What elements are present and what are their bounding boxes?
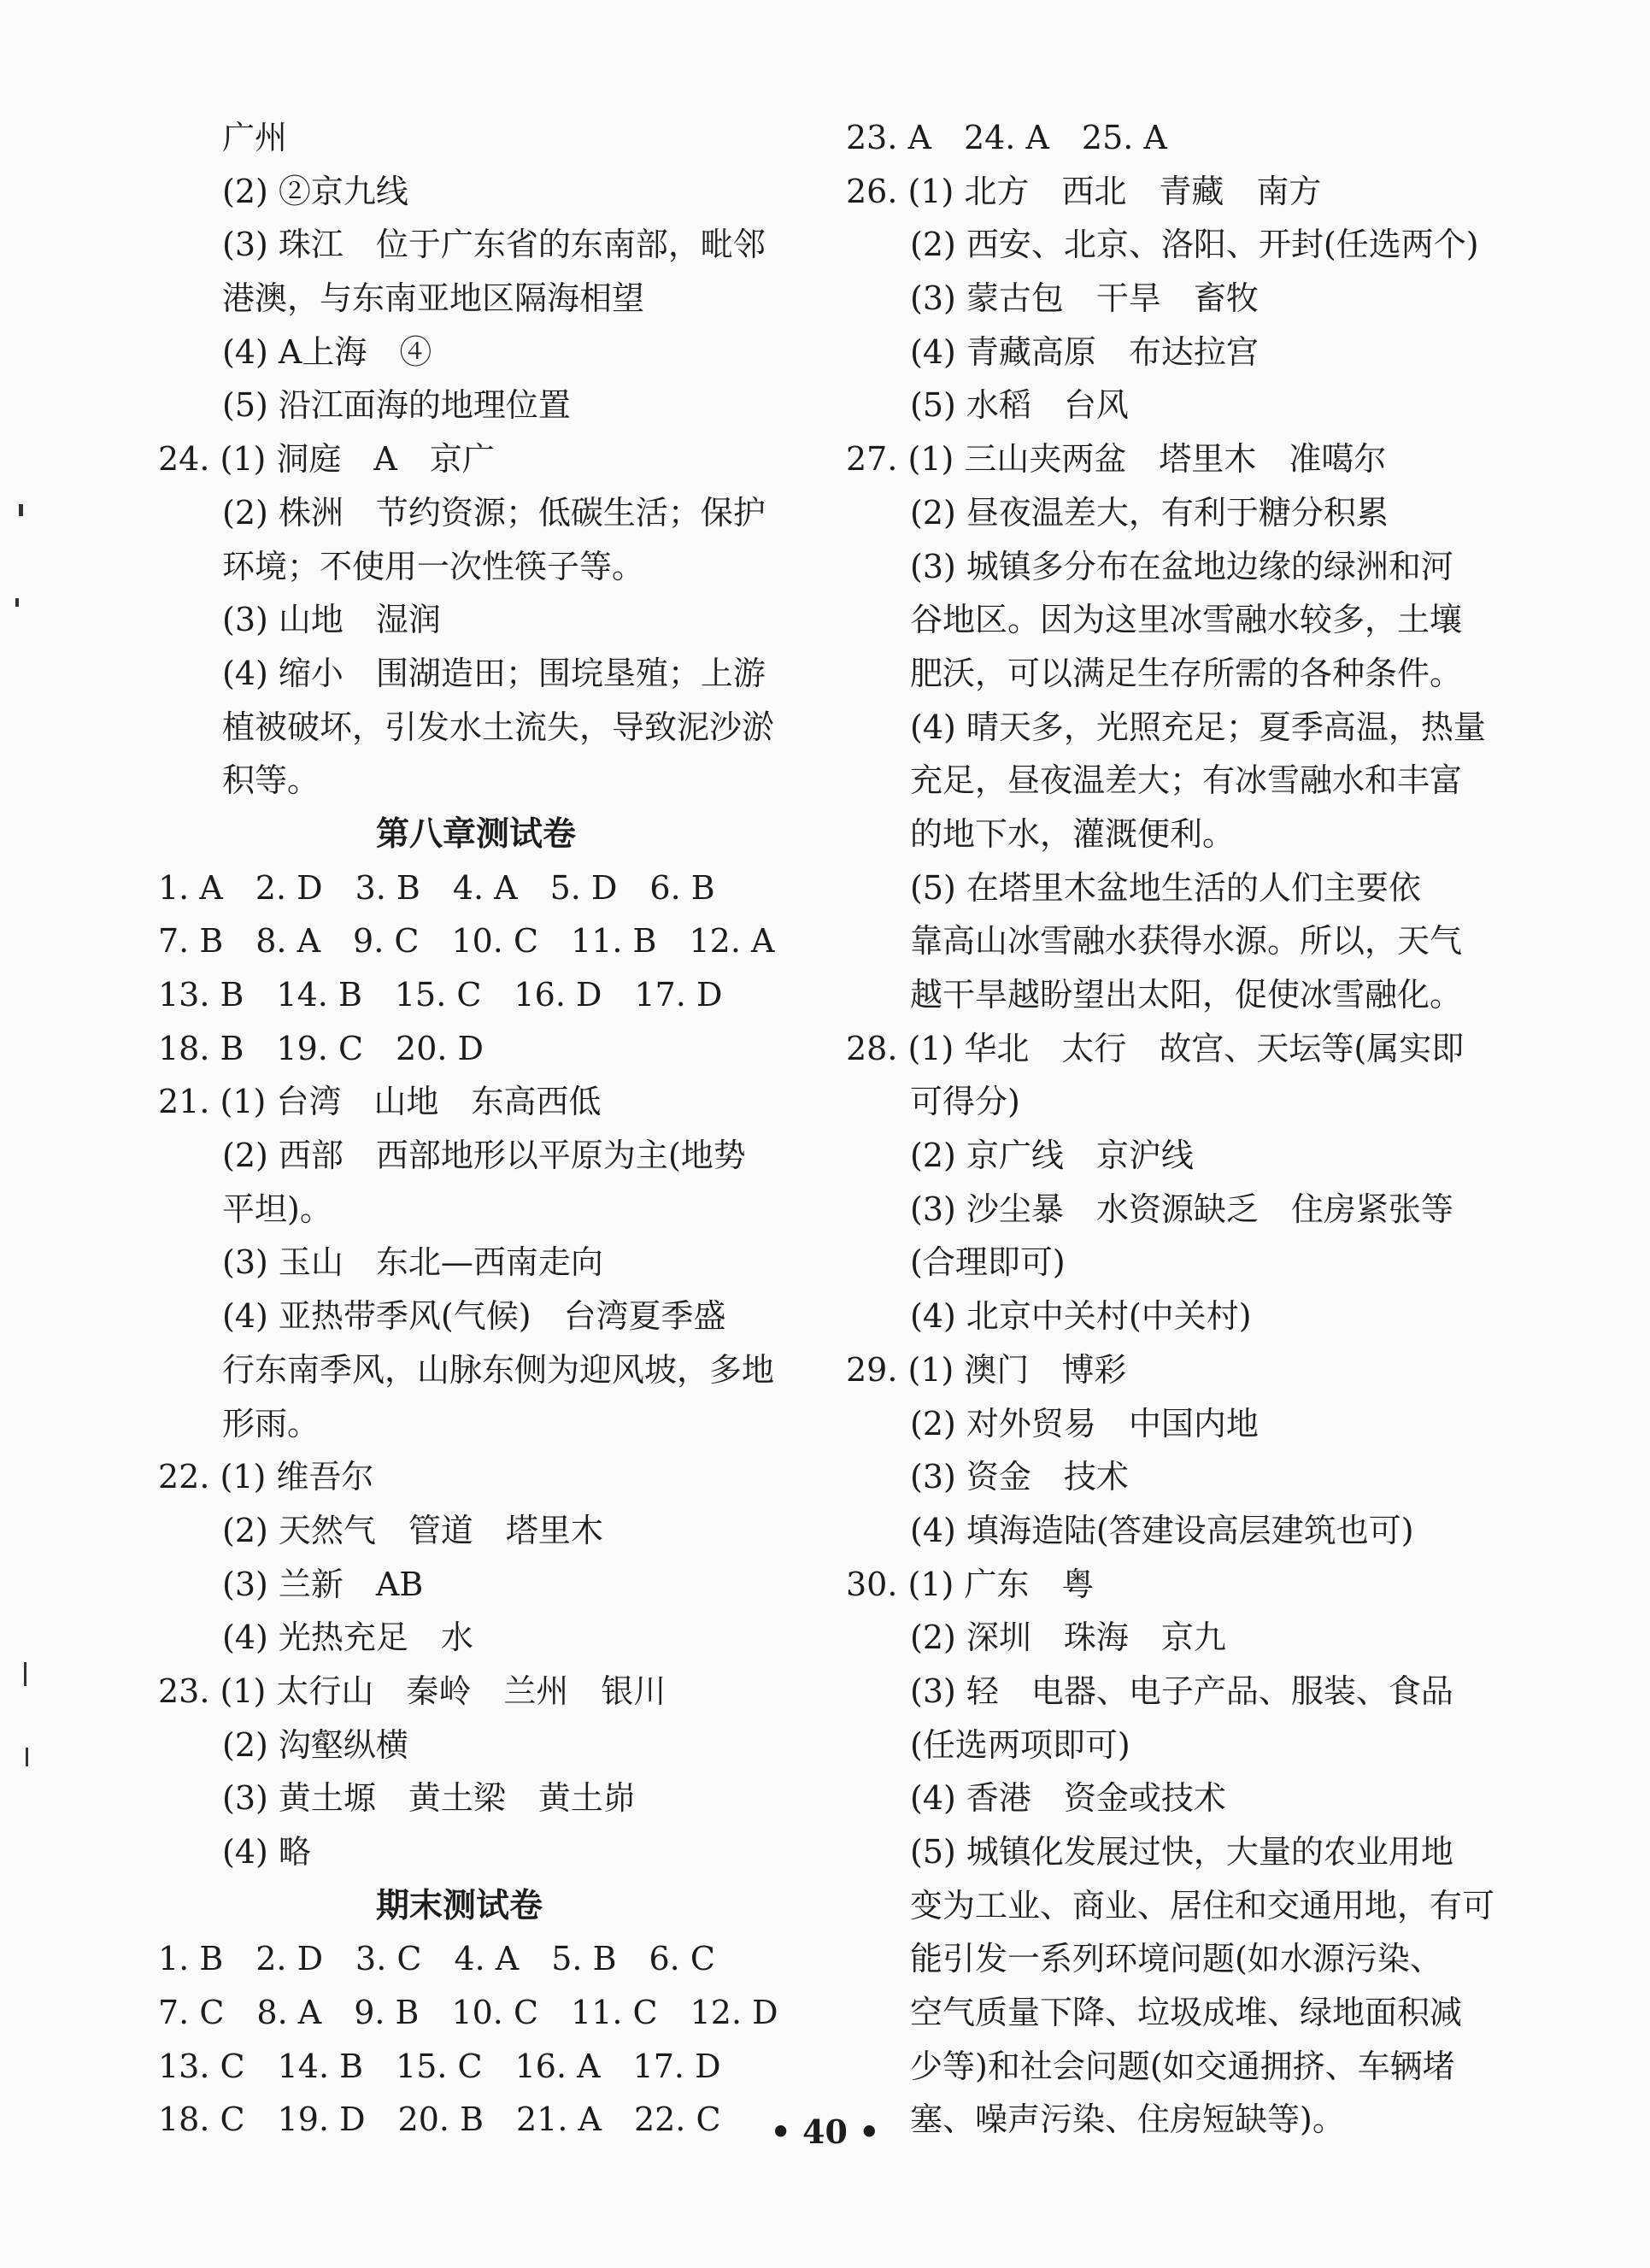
text-line: (4) 青藏高原 布达拉宫 — [910, 332, 1259, 371]
text-line: 23. A 24. A 25. A — [846, 119, 1167, 156]
text-line: (4) 晴天多，光照充足；夏季高温，热量 — [910, 708, 1486, 746]
text-line: 26. (1) 北方 西北 青藏 南方 — [846, 172, 1322, 210]
text-line: 越干旱越盼望出太阳，促使冰雪融化。 — [910, 976, 1463, 1014]
text-line: 靠高山冰雪融水获得水源。所以，天气 — [910, 922, 1463, 961]
text-line: (3) 兰新 AB — [222, 1565, 424, 1603]
scan-mark — [15, 598, 19, 607]
text-line: 植被破坏，引发水土流失，导致泥沙淤 — [222, 708, 775, 746]
text-line: (3) 玉山 东北—西南走向 — [222, 1243, 603, 1282]
scan-mark — [24, 1662, 26, 1686]
right-column — [846, 111, 1495, 2147]
text-line: 变为工业、商业、居住和交通用地，有可 — [910, 1886, 1495, 1924]
text-line: (任选两项即可) — [910, 1725, 1130, 1764]
text-line: 港澳，与东南亚地区隔海相望 — [222, 279, 645, 318]
text-line: (2) 对外贸易 中国内地 — [910, 1404, 1259, 1442]
text-line: (3) 山地 湿润 — [222, 601, 441, 639]
text-line: (2) 沟壑纵横 — [222, 1725, 408, 1764]
section-heading: 期末测试卷 — [376, 1885, 543, 1925]
text-line: (3) 资金 技术 — [910, 1458, 1129, 1496]
text-line: (4) 光热充足 水 — [222, 1619, 473, 1657]
text-line: (3) 珠江 位于广东省的东南部，毗邻 — [222, 226, 766, 264]
text-line: (5) 水稻 台风 — [910, 386, 1129, 425]
text-line: (5) 城镇化发展过快，大量的农业用地 — [910, 1833, 1453, 1871]
text-line: 形雨。 — [222, 1404, 320, 1442]
text-line: 1. A 2. D 3. B 4. A 5. D 6. B — [158, 868, 715, 907]
text-line: (4) 缩小 围湖造田；围垸垦殖；上游 — [222, 654, 766, 692]
text-line: (2) 天然气 管道 塔里木 — [222, 1511, 603, 1549]
text-line: 少等)和社会问题(如交通拥挤、车辆堵 — [910, 2047, 1455, 2085]
text-line: (4) A上海 ④ — [222, 332, 432, 371]
text-line: (5) 沿江面海的地理位置 — [222, 386, 571, 425]
text-line: (合理即可) — [910, 1243, 1066, 1282]
text-line: (4) 略 — [222, 1833, 311, 1871]
text-line: 27. (1) 三山夹两盆 塔里木 准噶尔 — [846, 440, 1387, 479]
text-line: 行东南季风，山脉东侧为迎风坡，多地 — [222, 1350, 775, 1389]
text-line: 22. (1) 维吾尔 — [158, 1458, 374, 1496]
text-line: 1. B 2. D 3. C 4. A 5. B 6. C — [158, 1940, 715, 1978]
text-line: 肥沃，可以满足生存所需的各种条件。 — [910, 654, 1463, 692]
text-line: 环境；不使用一次性筷子等。 — [222, 547, 645, 585]
text-line: 积等。 — [222, 761, 320, 800]
text-line: 24. (1) 洞庭 A 京广 — [158, 440, 495, 479]
text-line: 能引发一系列环境问题(如水源污染、 — [910, 1940, 1442, 1978]
text-line: 平坦)。 — [222, 1190, 332, 1228]
scan-mark — [26, 1748, 28, 1766]
text-line: 谷地区。因为这里冰雪融水较多，土壤 — [910, 601, 1463, 639]
text-line: 13. C 14. B 15. C 16. A 17. D — [158, 2047, 721, 2085]
text-line: (2) ②京九线 — [222, 172, 408, 210]
text-line: 28. (1) 华北 太行 故宫、天坛等(属实即 — [846, 1029, 1465, 1067]
text-line: 7. B 8. A 9. C 10. C 11. B 12. A — [158, 922, 775, 961]
text-line: 空气质量下降、垃圾成堆、绿地面积减 — [910, 1994, 1463, 2032]
text-line: 的地下水，灌溉便利。 — [910, 814, 1236, 853]
text-line: (3) 城镇多分布在盆地边缘的绿洲和河 — [910, 547, 1453, 585]
text-line: 13. B 14. B 15. C 16. D 17. D — [158, 976, 723, 1014]
text-line: 广州 — [222, 119, 288, 156]
text-line: 充足，昼夜温差大；有冰雪融水和丰富 — [910, 761, 1463, 800]
text-line: (4) 填海造陆(答建设高层建筑也可) — [910, 1511, 1414, 1549]
left-column — [158, 111, 816, 2147]
text-line: 29. (1) 澳门 博彩 — [846, 1350, 1127, 1389]
text-line: (2) 株洲 节约资源；低碳生活；保护 — [222, 493, 766, 532]
text-line: 可得分) — [910, 1083, 1020, 1121]
text-line: 18. C 19. D 20. B 21. A 22. C — [158, 2101, 721, 2139]
text-line: 30. (1) 广东 粤 — [846, 1565, 1095, 1603]
section-heading: 第八章测试卷 — [376, 814, 577, 854]
text-line: (3) 轻 电器、电子产品、服装、食品 — [910, 1672, 1453, 1710]
text-line: (4) 亚热带季风(气候) 台湾夏季盛 — [222, 1297, 726, 1336]
text-line: (3) 黄土塬 黄土梁 黄土峁 — [222, 1779, 636, 1818]
text-line: (3) 沙尘暴 水资源缺乏 住房紧张等 — [910, 1190, 1453, 1228]
text-line: (3) 蒙古包 干旱 畜牧 — [910, 279, 1259, 318]
page-number: • 40 • — [770, 2112, 880, 2151]
text-line: 7. C 8. A 9. B 10. C 11. C 12. D — [158, 1994, 778, 2032]
text-line: (2) 深圳 珠海 京九 — [910, 1619, 1226, 1657]
scan-mark — [19, 504, 23, 516]
text-line: 18. B 19. C 20. D — [158, 1029, 484, 1067]
text-line: (4) 香港 资金或技术 — [910, 1779, 1226, 1818]
text-line: 21. (1) 台湾 山地 东高西低 — [158, 1083, 602, 1121]
text-line: (2) 西安、北京、洛阳、开封(任选两个) — [910, 226, 1479, 264]
text-line: 塞、噪声污染、住房短缺等)。 — [910, 2101, 1345, 2139]
text-line: (2) 京广线 京沪线 — [910, 1137, 1194, 1175]
text-line: (4) 北京中关村(中关村) — [910, 1297, 1252, 1336]
text-line: 23. (1) 太行山 秦岭 兰州 银川 — [158, 1672, 666, 1710]
text-line: (2) 西部 西部地形以平原为主(地势 — [222, 1137, 746, 1175]
text-line: (5) 在塔里木盆地生活的人们主要依 — [910, 868, 1421, 907]
text-line: (2) 昼夜温差大，有利于糖分积累 — [910, 493, 1389, 532]
